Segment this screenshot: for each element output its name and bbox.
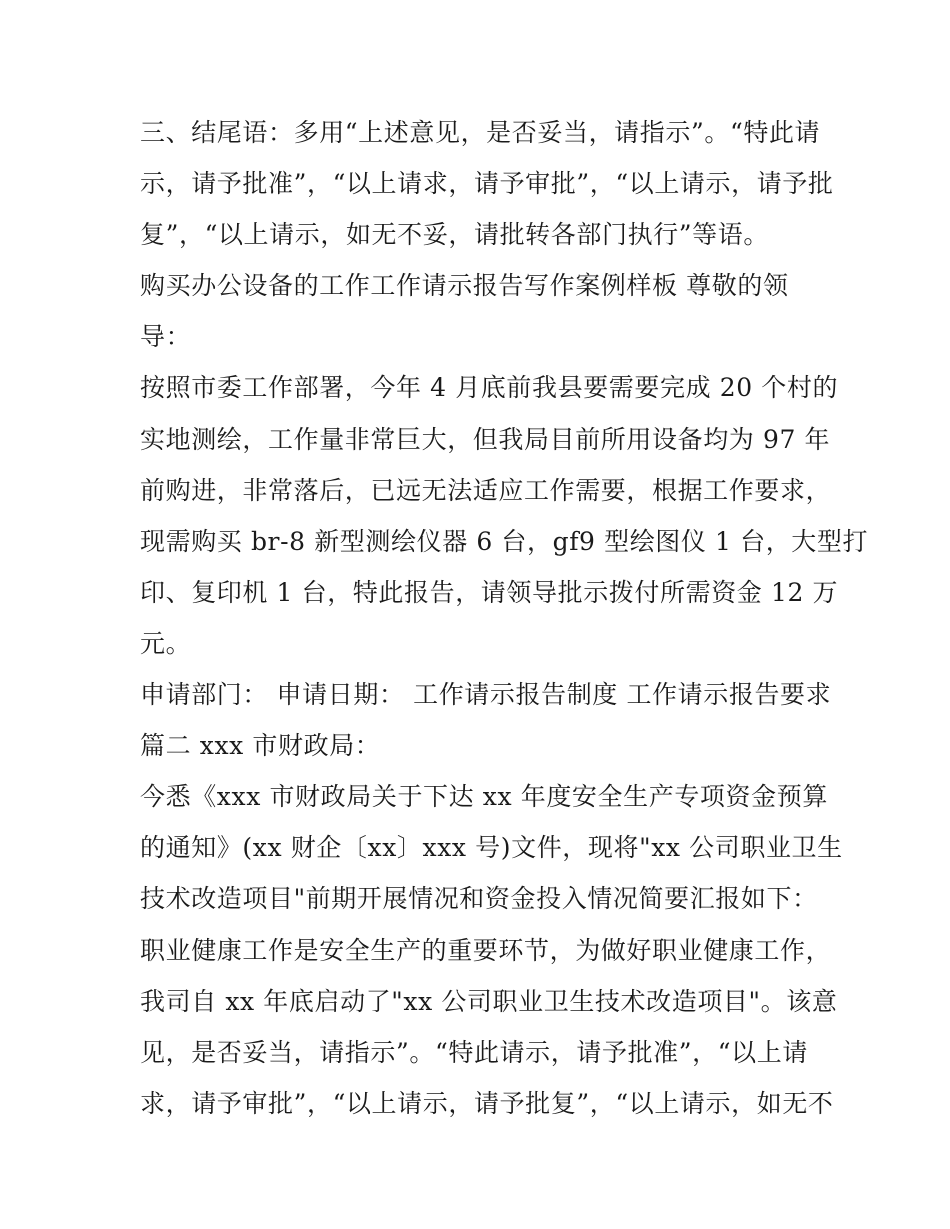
text-line: 职业健康工作是安全生产的重要环节，为做好职业健康工作， bbox=[140, 935, 832, 965]
text-line: 元。 bbox=[140, 628, 192, 658]
text-line: 技术改造项目"前期开展情况和资金投入情况简要汇报如下： bbox=[140, 884, 818, 914]
text-line: 申请部门： 申请日期： 工作请示报告制度 工作请示报告要求 bbox=[140, 680, 832, 710]
text-line: 示，请予批准”，“以上请求，请予审批”，“以上请示，请予批 bbox=[140, 169, 834, 199]
text-line: 见，是否妥当，请指示”。“特此请示，请予批准”，“以上请 bbox=[140, 1037, 808, 1067]
text-line: 复”，“以上请示，如无不妥，请批转各部门执行”等语。 bbox=[140, 220, 769, 250]
text-line: 按照市委工作部署，今年 4 月底前我县要需要完成 20 个村的 bbox=[140, 373, 839, 403]
text-line: 现需购买 br-8 新型测绘仪器 6 台，gf9 型绘图仪 1 台，大型打 bbox=[140, 526, 869, 556]
document-body bbox=[140, 107, 869, 1129]
text-line: 的通知》(xx 财企〔xx〕xxx 号)文件，现将"xx 公司职业卫生 bbox=[140, 833, 843, 863]
text-line: 实地测绘，工作量非常巨大，但我局目前所用设备均为 97 年 bbox=[140, 424, 831, 454]
text-line: 前购进，非常落后，已远无法适应工作需要，根据工作要求， bbox=[140, 475, 832, 505]
text-line: 我司自 xx 年底启动了"xx 公司职业卫生技术改造项目"。该意 bbox=[140, 986, 838, 1016]
text-line: 今悉《xxx 市财政局关于下达 xx 年度安全生产专项资金预算 bbox=[140, 782, 828, 812]
text-line: 购买办公设备的工作工作请示报告写作案例样板 尊敬的领 bbox=[140, 271, 789, 301]
text-line: 求，请予审批”，“以上请示，请予批复”，“以上请示，如无不 bbox=[140, 1088, 834, 1118]
text-line: 导： bbox=[140, 322, 192, 352]
text-line: 印、复印机 1 台，特此报告，请领导批示拨付所需资金 12 万 bbox=[140, 577, 839, 607]
text-line: 篇二 xxx 市财政局： bbox=[140, 731, 381, 761]
text-line: 三、结尾语：多用“上述意见，是否妥当，请指示”。“特此请 bbox=[140, 118, 821, 147]
